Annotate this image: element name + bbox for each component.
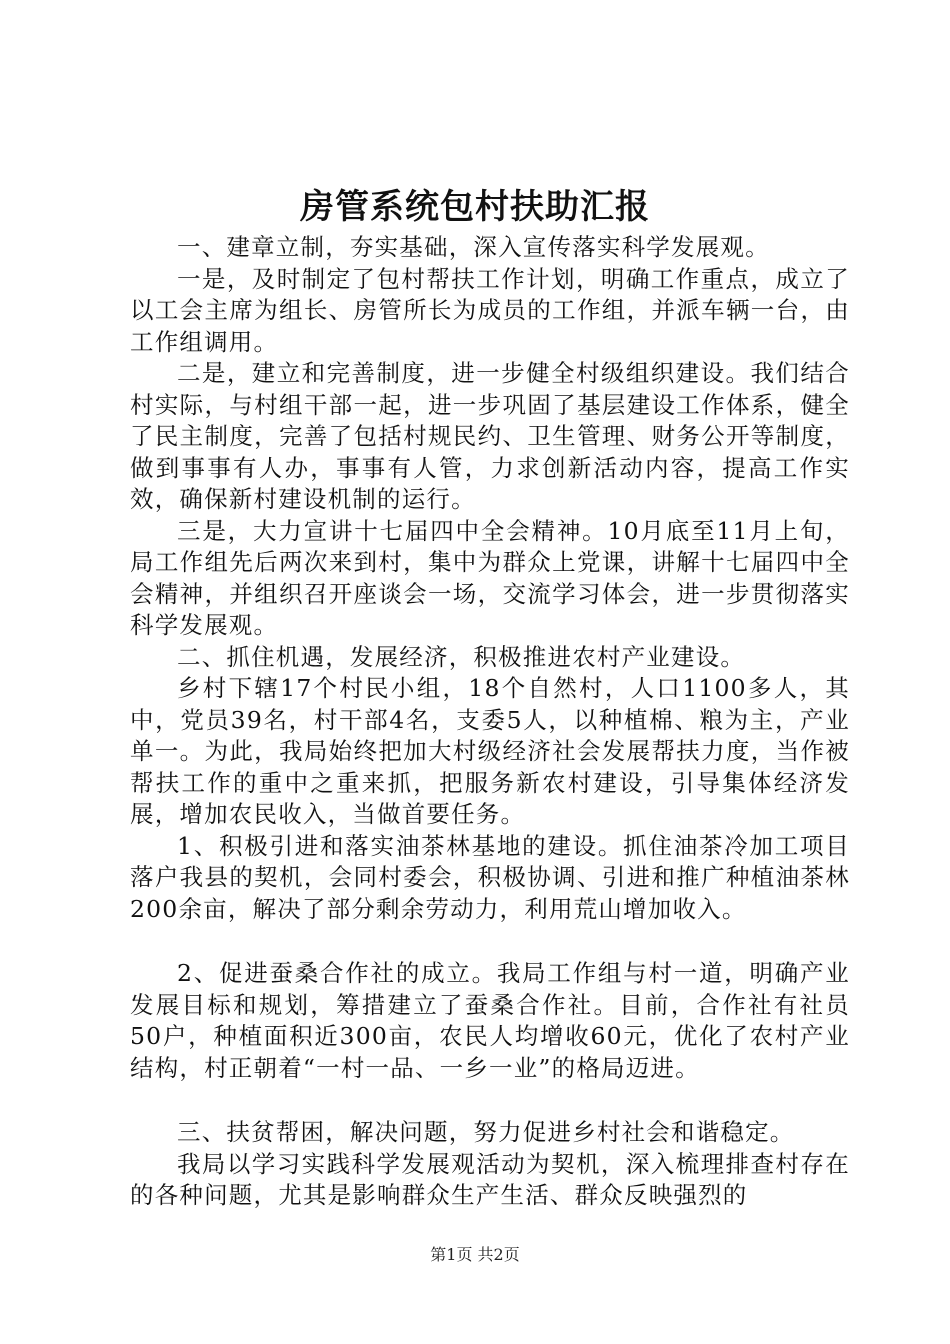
paragraph-gap [130,925,850,958]
page-title: 房管系统包村扶助汇报 [300,187,650,227]
paragraph-gap [130,1084,850,1117]
section-heading-2: 二、抓住机遇，发展经济，积极推进农村产业建设。 [177,642,746,671]
section-heading-1: 一、建章立制，夯实基础，深入宣传落实科学发展观。 [177,233,770,261]
paragraph: 2、促进蚕桑合作社的成立。我局工作组与村一道，明确产业发展目标和规划，筹措建立了蚕桑合作社。目前，合作社有社员50户，种植面积近300亩，农民人均增收60元，优化了农村产业结构，村正朝着“一村一品、一乡一业”的格局迈进。 [130,959,850,1082]
paragraph: 我局以学习实践科学发展观活动为契机，深入梳理排查村存在的各种问题，尤其是影响群众生产生活、群众反映强烈的 [130,1149,850,1209]
paragraph: 乡村下辖17个村民小组，18个自然村，人口1100多人，其中，党员39名，村干部4名，支委5人，以种植棉、粮为主，产业单一。为此，我局始终把加大村级经济社会发展帮扶力度，当作被帮扶工作的重中之重来抓，把服务新农村建设，引导集体经济发展，增加农民收入，当做首要任务。 [130,674,850,828]
paragraph: 一是，及时制定了包村帮扶工作计划，明确工作重点，成立了以工会主席为组长、房管所长为成员的工作组，并派车辆一台，由工作组调用。 [130,264,850,356]
section-heading-3: 三、扶贫帮困，解决问题，努力促进乡村社会和谐稳定。 [177,1118,795,1146]
page-footer: 第1页 共2页 [430,1245,520,1264]
paragraph: 二是，建立和完善制度，进一步健全村级组织建设。我们结合村实际，与村组干部一起，进一步巩固了基层建设工作体系，健全了民主制度，完善了包括村规民约、卫生管理、财务公开等制度，做到事事有人办，事事有人管，力求创新活动内容，提高工作实效，确保新村建设机制的运行。 [130,359,850,513]
document-body [130,232,850,1212]
paragraph: 1、积极引进和落实油茶林基地的建设。抓住油茶冷加工项目落户我县的契机，会同村委会，积极协调、引进和推广种植油茶林200余亩，解决了部分剩余劳动力，利用荒山增加收入。 [130,831,850,923]
paragraph: 三是，大力宣讲十七届四中全会精神。10月底至11月上旬，局工作组先后两次来到村，集中为群众上党课，讲解十七届四中全会精神，并组织召开座谈会一场，交流学习体会，进一步贯彻落实科学发展观。 [130,516,850,639]
